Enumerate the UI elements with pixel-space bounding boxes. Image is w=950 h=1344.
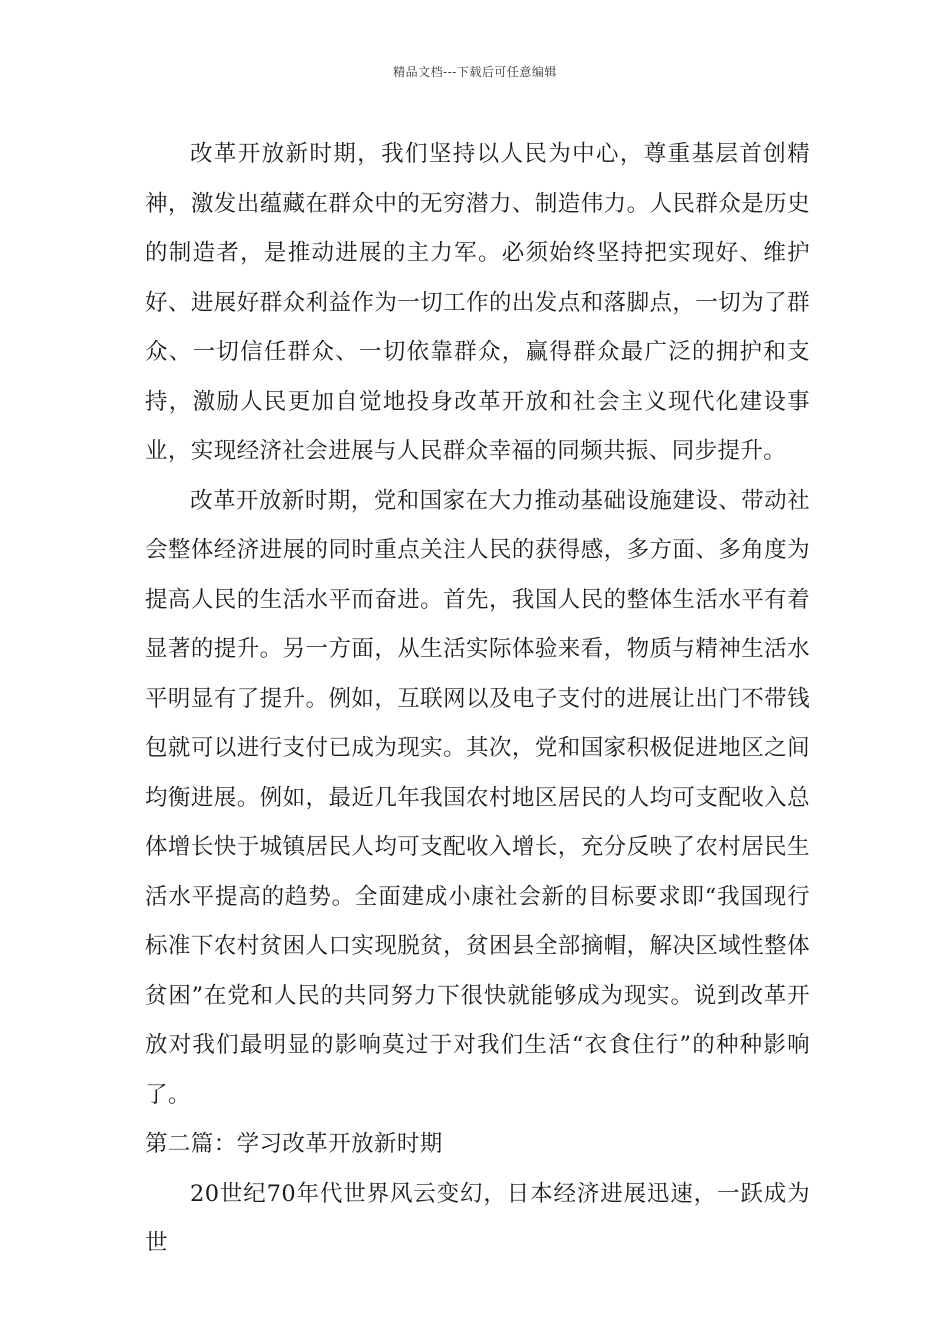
document-body — [145, 130, 810, 1269]
page-header: 精品文档---下载后可任意编辑 — [393, 65, 557, 79]
section-heading: 第二篇：学习改革开放新时期 — [145, 1131, 443, 1157]
paragraph-3: 20世纪70年代世界风云变幻，日本经济进展迅速，一跃成为世 — [145, 1180, 810, 1256]
paragraph-2: 改革开放新时期，党和国家在大力推动基础设施建设、带动社会整体经济进展的同时重点关注人民的获得感，多方面、多角度为提高人民的生活水平而奋进。首先，我国人民的整体生活水平有着显著的提升。另一方面，从生活实际体验来看，物质与精神生活水平明显有了提升。例如，互联网以及电子支付的进展让出门不带钱包就可以进行支付已成为现实。其次，党和国家积极促进地区之间均衡进展。例如，最近几年我国农村地区居民的人均可支配收入总体增长快于城镇居民人均可支配收入增长，充分反映了农村居民生活水平提高的趋势。全面建成小康社会新的目标要求即“我国现行标准下农村贫困人口实现脱贫，贫困县全部摘帽，解决区域性整体贫困”在党和人民的共同努力下很快就能够成为现实。说到改革开放对我们最明显的影响莫过于对我们生活“衣食住行”的种种影响了。 — [145, 487, 810, 1108]
paragraph-1: 改革开放新时期，我们坚持以人民为中心，尊重基层首创精神，激发出蕴藏在群众中的无穷潜力、制造伟力。人民群众是历史的制造者，是推动进展的主力军。必须始终坚持把实现好、维护好、进展好群众利益作为一切工作的出发点和落脚点，一切为了群众、一切信任群众、一切依靠群众，赢得群众最广泛的拥护和支持，激励人民更加自觉地投身改革开放和社会主义现代化建设事业，实现经济社会进展与人民群众幸福的同频共振、同步提升。 — [145, 141, 810, 464]
